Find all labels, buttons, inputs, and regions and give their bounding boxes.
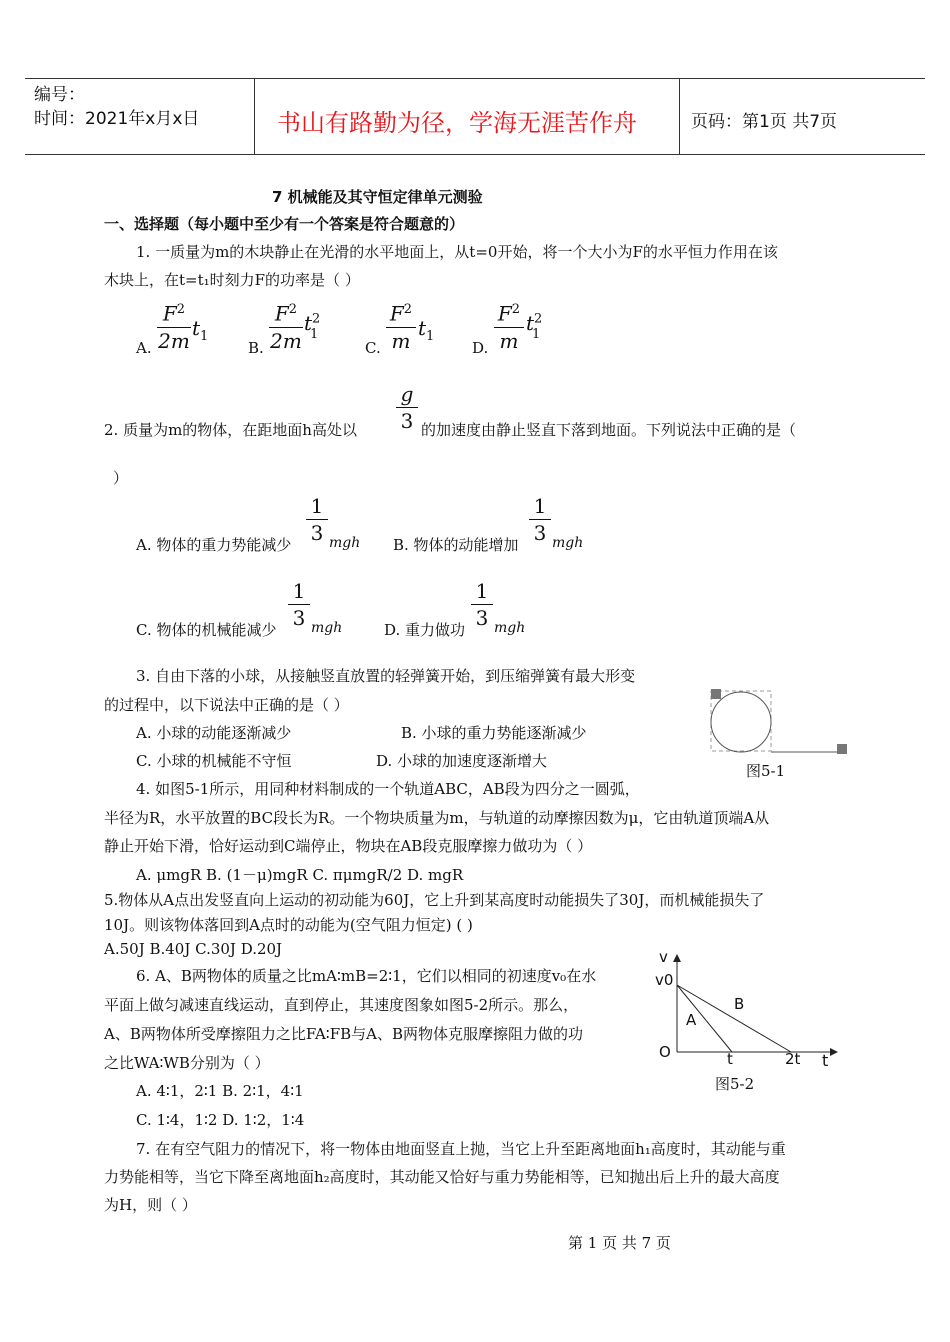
question-6-line-1: 6. A、B两物体的质量之比mA∶mB=2∶1，它们以相同的初速度v₀在水 (136, 967, 597, 985)
q1-option-d-t: $t^2$ (526, 311, 543, 335)
q1-option-c-fraction: $F^2$ m (386, 298, 416, 353)
q1-option-b-fraction: $F^2$ 2m (270, 301, 302, 353)
question-7-line-2: 力势能相等，当它下降至离地面h₂高度时，其动能又恰好与重力势能相等，已知抛出后上升的最大高度 (104, 1168, 780, 1186)
figure-5-1-track (700, 684, 860, 764)
figure-5-2-velocity-graph (650, 948, 850, 1078)
question-7-line-3: 为H，则（ ） (104, 1196, 197, 1214)
q6-options-ab: A. 4∶1，2∶1 B. 2∶1，4∶1 (136, 1082, 304, 1100)
q2-g-over-3: g 3 (396, 382, 418, 433)
time-label: 时间：2021年x月x日 (34, 109, 200, 129)
q2-option-c-fraction: 1 3 (288, 579, 310, 630)
fig52-v-label: v (659, 948, 668, 966)
q2-option-d: D. 重力做功 (384, 621, 466, 639)
question-1-line-2: 木块上，在t=t₁时刻力F的功率是（ ） (104, 271, 360, 289)
fig52-a-label: A (686, 1011, 697, 1029)
question-3-line-2: 的过程中，以下说法中正确的是（ ） (104, 696, 349, 714)
serial-number-label: 编号： (34, 85, 85, 105)
figure-5-2-caption: 图5-2 (715, 1075, 755, 1093)
q1-option-d-label: D. (472, 339, 489, 357)
question-5-line-1: 5.物体从A点出发竖直向上运动的初动能为60J，它上升到某高度时动能损失了30J，而机械能损失了 (104, 891, 765, 909)
q3-option-d: D. 小球的加速度逐渐增大 (376, 752, 548, 770)
q1-option-a-t: $t_1$ (192, 316, 209, 344)
q6-options-cd: C. 1∶4，1∶2 D. 1∶2，1∶4 (136, 1111, 305, 1129)
header-motto: 书山有路勤为径，学海无涯苦作舟 (277, 109, 637, 137)
question-1-line-1: 1. 一质量为m的木块静止在光滑的水平地面上，从t=0开始，将一个大小为F的水平恒力作用在该 (136, 243, 778, 261)
question-6-line-2: 平面上做匀减速直线运动，直到停止，其速度图象如图5-2所示。那么， (104, 996, 579, 1014)
q1-option-c-label: C. (365, 339, 381, 357)
question-2-close: ） (113, 469, 129, 487)
q2-option-b-mgh: mgh (552, 535, 584, 551)
page-indicator: 页码：第1页 共7页 (691, 112, 838, 132)
q2-option-b-fraction: 1 3 (529, 494, 551, 545)
q2-option-c-mgh: mgh (311, 620, 343, 636)
page-title: 7 机械能及其守恒定律单元测验 (272, 188, 483, 206)
header-divider-left (254, 78, 255, 154)
header-top-rule (25, 78, 925, 79)
q1-option-b-sub: 1 (310, 327, 319, 342)
q2-option-d-fraction: 1 3 (471, 579, 493, 630)
q3-option-c: C. 小球的机械能不守恒 (136, 752, 292, 770)
q2-option-a-mgh: mgh (329, 535, 361, 551)
q4-options: A. μmgR B. (1－μ)mgR C. πμmgR/2 D. mgR (136, 866, 464, 884)
figure-5-1-caption: 图5-1 (746, 762, 786, 780)
q1-option-b-label: B. (248, 339, 264, 357)
q1-option-a-fraction: $F^2$ 2m (158, 301, 190, 353)
q1-option-b-t: $t^2$ (304, 311, 321, 335)
track-arc (711, 692, 771, 752)
endpoint-a-marker (711, 689, 721, 699)
q2-option-d-mgh: mgh (494, 620, 526, 636)
question-2-prefix: 2. 质量为m的物体，在距地面h高处以 (104, 421, 357, 439)
q3-option-b: B. 小球的重力势能逐渐减少 (401, 724, 587, 742)
fig52-t-axis-label: t (822, 1051, 829, 1070)
section-heading: 一、选择题（每小题中至少有一个答案是符合题意的） (104, 215, 465, 233)
page-footer: 第 1 页 共 7 页 (568, 1234, 671, 1252)
q2-option-a: A. 物体的重力势能减少 (136, 536, 292, 554)
fig52-v0-label: v0 (655, 971, 674, 989)
question-6-line-4: 之比WA∶WB分别为（ ） (104, 1054, 270, 1072)
endpoint-c-marker (837, 744, 847, 754)
q1-option-d-fraction: $F^2$ m (494, 298, 524, 353)
fig52-b-label: B (734, 995, 745, 1013)
fig52-origin-label: O (659, 1043, 671, 1061)
q1-option-c-t: $t_1$ (418, 316, 435, 344)
fig52-2t-label: 2t (785, 1050, 801, 1068)
q2-option-c: C. 物体的机械能减少 (136, 621, 277, 639)
fig52-t-label: t (727, 1050, 733, 1068)
q2-option-a-fraction: 1 3 (306, 494, 328, 545)
q3-option-a: A. 小球的动能逐渐减少 (136, 724, 292, 742)
q1-option-d-sub: 1 (532, 327, 541, 342)
question-3-line-1: 3. 自由下落的小球，从接触竖直放置的轻弹簧开始，到压缩弹簧有最大形变 (136, 667, 636, 685)
question-4-line-3: 静止开始下滑，恰好运动到C端停止，物块在AB段克服摩擦力做功为（ ） (104, 837, 593, 855)
question-5-line-2: 10J。则该物体落回到A点时的动能为(空气阻力恒定) ( ) (104, 916, 473, 934)
q1-option-a-label: A. (136, 339, 152, 357)
q5-options: A.50J B.40J C.30J D.20J (104, 940, 283, 958)
question-6-line-3: A、B两物体所受摩擦阻力之比FA∶FB与A、B两物体克服摩擦阻力做的功 (104, 1025, 583, 1043)
question-2-suffix: 的加速度由静止竖直下落到地面。下列说法中正确的是（ (421, 421, 797, 439)
question-4-line-1: 4. 如图5-1所示，用同种材料制成的一个轨道ABC，AB段为四分之一圆弧， (136, 780, 640, 798)
header-divider-right (679, 78, 680, 154)
header-bottom-rule (25, 154, 925, 155)
q2-option-b: B. 物体的动能增加 (393, 536, 519, 554)
question-7-line-1: 7. 在有空气阻力的情况下，将一物体由地面竖直上抛，当它上升至距离地面h₁高度时，其动能与重 (136, 1140, 786, 1158)
question-4-line-2: 半径为R，水平放置的BC段长为R。一个物块质量为m，与轨道的动摩擦因数为μ，它由轨道顶端A从 (104, 809, 770, 827)
